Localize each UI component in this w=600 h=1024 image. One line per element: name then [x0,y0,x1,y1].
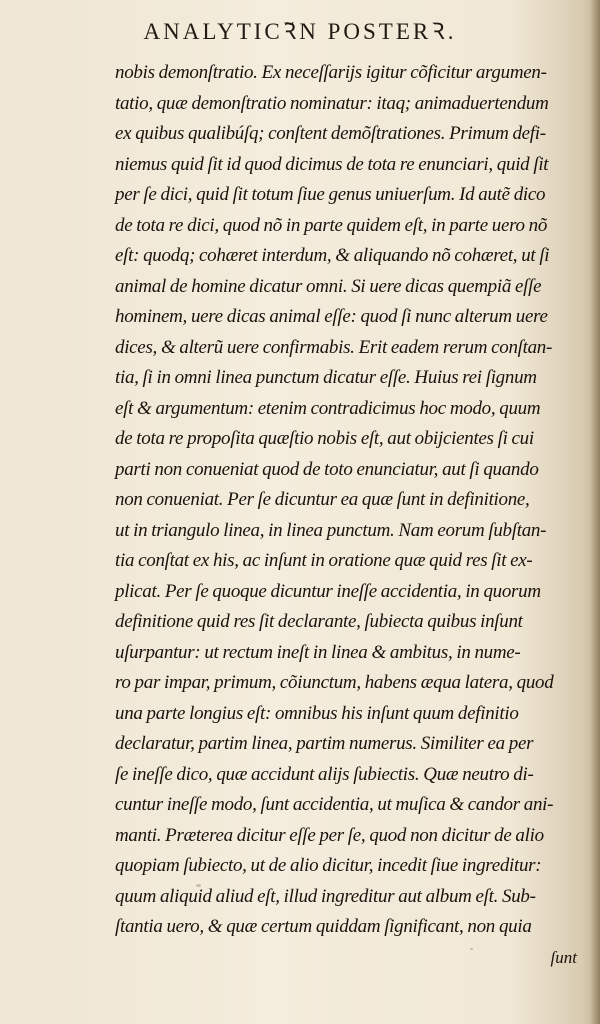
text-line: de tota re propoſita quæſtio nobis eſt, aut obijcientes ſi cui [115,428,534,449]
paper-speck [470,948,473,950]
text-line: dices, & alterũ uere confirmabis. Erit eadem rerum conſtan- [115,336,553,358]
text-line: eſt & argumentum: etenim contradicimus hoc modo, quum [115,397,541,419]
text-line: nobis demonſtratio. Ex neceſſarijs igitur cõficitur argumen- [115,62,547,83]
text-line: parti non conueniat quod de toto enunciatur, aut ſi quando [115,458,539,480]
running-head: ANALYTICꝚ̃N POSTERꝚ. [143,19,457,44]
text-line: una parte longius eſt: omnibus his inſunt quum definitio [115,702,519,724]
body-text [115,58,583,973]
text-line: de tota re dici, quod nõ in parte quidem eſt, in parte uero nõ [115,214,548,236]
text-line: cuntur ineſſe modo, ſunt accidentia, ut muſica & candor ani- [115,794,554,815]
text-line: declaratur, partim linea, partim numerus. Similiter ea per [115,733,534,754]
text-line: quopiam ſubiecto, ut de alio dicitur, incedit ſiue ingreditur: [115,855,542,876]
text-line: definitione quid res ſit declarante, ſubiecta quibus inſunt [115,611,523,632]
text-line: ro par impar, primum, cõiunctum, habens æqua latera, quod [115,672,554,693]
text-line: tia conſtat ex his, ac inſunt in oratione quæ quid res ſit ex- [115,550,533,571]
text-line: animal de homine dicatur omni. Si uere dicas quempiã eſſe [115,275,542,297]
text-line: hominem, uere dicas animal eſſe: quod ſi nunc alterum uere [115,306,548,327]
text-line: eſt: quodq; cohæret interdum, & aliquando nõ cohæret, ut ſi [115,245,550,266]
paper-speck [196,884,201,887]
text-line: tia, ſi in omni linea punctum dicatur eſſe. Huius rei ſignum [115,367,537,388]
text-line: plicat. Per ſe quoque dicuntur ineſſe accidentia, in quorum [115,580,541,602]
text-line: manti. Præterea dicitur eſſe per ſe, quod non dicitur de alio [115,824,544,846]
text-line: niemus quid ſit id quod dicimus de tota re enunciari, quid ſit [115,153,549,175]
text-line: non conueniat. Per ſe dicuntur ea quæ ſunt in definitione, [115,489,530,510]
text-line: ſe ineſſe dico, quæ accidunt alijs ſubiectis. Quæ neutro di- [115,763,534,785]
text-line: quum aliquid aliud eſt, illud ingreditur aut album eſt. Sub- [115,885,536,907]
catchword: ſunt [550,947,577,967]
page-gutter-shadow [590,0,600,1024]
text-line: per ſe dici, quid ſit totum ſiue genus uniuerſum. Id autẽ dico [115,184,546,205]
text-line: uſurpantur: ut rectum ineſt in linea & ambitus, in nume- [115,641,521,663]
text-line: ut in triangulo linea, in linea punctum. Nam eorum ſubſtan- [115,519,547,541]
text-line: ex quibus qualibúſq; conſtent demõſtrationes. Primum defi- [115,123,546,144]
text-line: ſtantia uero, & quæ certum quiddam ſignificant, non quia [115,916,532,937]
text-line: tatio, quæ demonſtratio nominatur: itaq; animaduertendum [115,92,549,114]
